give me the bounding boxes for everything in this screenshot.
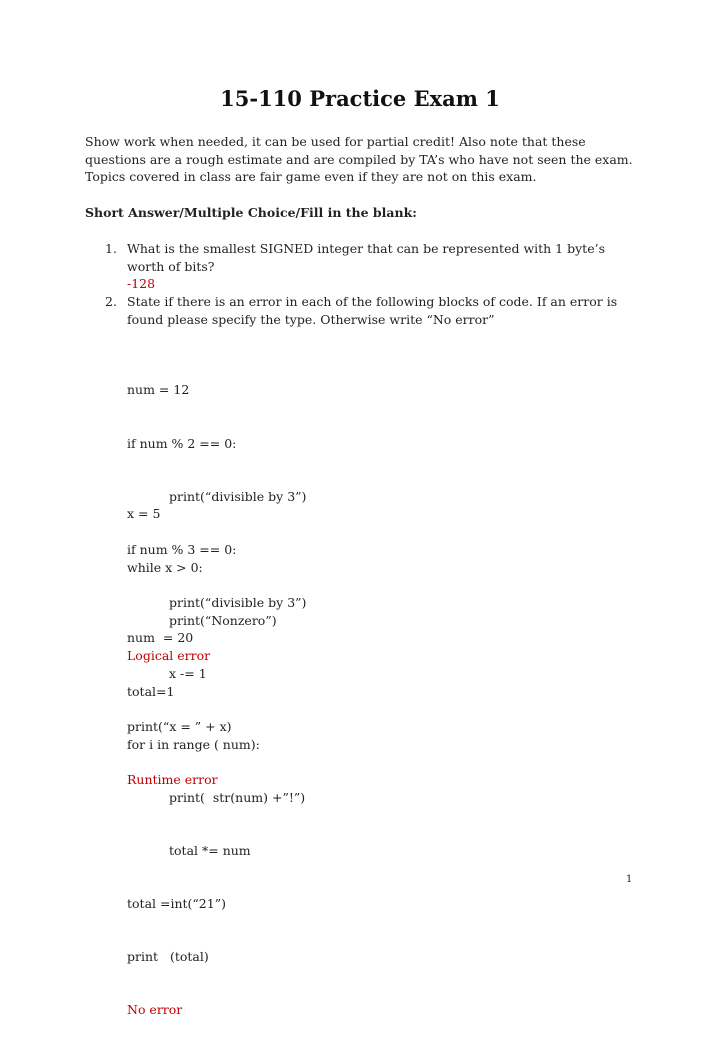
code-line: print (total) xyxy=(127,948,209,964)
question-number: 2. xyxy=(105,294,117,309)
code-block-3 xyxy=(127,594,305,1054)
section-heading: Short Answer/Multiple Choice/Fill in the blank: xyxy=(85,205,417,220)
code-line: x -= 1 xyxy=(169,665,207,681)
page-title: 15-110 Practice Exam 1 xyxy=(220,86,500,111)
question-text: What is the smallest SIGNED integer that can be represented with 1 byte’s worth of bits? xyxy=(127,241,605,274)
code-line: print(“divisible by 3”) xyxy=(169,594,307,610)
code-line: if num % 2 == 0: xyxy=(127,435,237,451)
code-line: print( str(num) +”!”) xyxy=(169,789,306,805)
page-number: 1 xyxy=(626,874,633,885)
code-line: total *= num xyxy=(169,842,251,858)
code-line: print(“Nonzero”) xyxy=(169,612,277,628)
question-1 xyxy=(105,240,645,293)
intro-paragraph: Show work when needed, it can be used for partial credit! Also note that these questions are a rough estimate and are compiled by TA’s who have not seen the exam. Topics covered in class are fair game even if they are not on this exam. xyxy=(85,134,633,184)
code-line: print(“divisible by 3”) xyxy=(169,488,307,504)
answer-text: -128 xyxy=(127,276,156,291)
question-2 xyxy=(105,293,645,328)
answer-text: Runtime error xyxy=(127,771,218,787)
code-line: while x > 0: xyxy=(127,559,203,575)
code-line: num = 12 xyxy=(127,382,190,398)
answer-text: No error xyxy=(127,1002,183,1018)
code-line: num = 20 xyxy=(127,630,194,646)
code-line: total=1 xyxy=(127,683,175,699)
code-line: if num % 3 == 0: xyxy=(127,541,237,557)
code-line: total =int(“21”) xyxy=(127,895,226,911)
question-text: State if there is an error in each of the following blocks of code. If an error is found please specify the type. Otherwise write “No error” xyxy=(127,294,618,327)
code-line: print(“x = ” + x) xyxy=(127,718,232,734)
answer-text: Logical error xyxy=(127,647,211,663)
code-line: x = 5 xyxy=(127,506,161,522)
code-line: for i in range ( num): xyxy=(127,736,260,752)
question-number: 1. xyxy=(105,241,117,256)
